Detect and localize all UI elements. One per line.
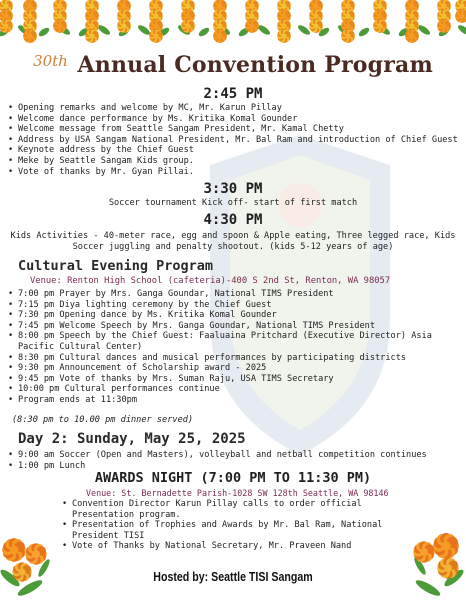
list-item: • 9:30 pm Announcement of Scholarship award - 2025 — [6, 363, 462, 374]
list-item: • 1:00 pm Lunch — [6, 461, 462, 472]
list-item: • 9:45 pm Vote of thanks by Mrs. Suman Raju, USA TIMS Secretary — [6, 374, 462, 385]
list-item: • Address by USA Sangam National President, Mr. Bal Ram and introduction of Chief Guest — [6, 135, 462, 146]
cultural-list — [6, 289, 462, 406]
block3-line2: Soccer juggling and penalty shootout. (kids 5-12 years of age) — [72, 242, 394, 252]
list-item: • Keynote address by the Chief Guest — [6, 145, 462, 156]
list-item: • 7:30 pm Opening dance by Ms. Kritika Komal Gounder — [6, 310, 462, 321]
list-item: • 9:00 am Soccer (Open and Masters), volleyball and netball competition continues — [6, 450, 462, 461]
cultural-venue: Venue: Renton High School (cafeteria)-400 S 2nd St, Renton, WA 98057 — [30, 276, 391, 286]
list-item: • Vote of thanks by Mr. Gyan Pillai. — [6, 167, 462, 178]
list-item: • Vote of Thanks by National Secretary, Mr. Praveen Nand — [60, 541, 390, 552]
page-title — [0, 52, 466, 78]
block3-line1: Kids Activities - 40-meter race, egg and spoon & Apple eating, Three legged race, Kids — [10, 231, 456, 241]
block1-list — [6, 103, 462, 177]
list-item: • Program ends at 11:30pm — [6, 395, 462, 406]
day2-list — [6, 450, 462, 471]
marigold-flowers-right-icon — [398, 522, 466, 602]
marigold-flowers-left-icon — [0, 528, 62, 602]
block2-time: 3:30 PM — [203, 181, 263, 197]
block1-time: 2:45 PM — [203, 86, 263, 102]
list-item: • Convention Director Karun Pillay calls to order official Presentation program. — [60, 499, 390, 520]
cultural-heading: Cultural Evening Program — [18, 258, 214, 274]
dinner-note: (8:30 pm to 10.00 pm dinner served) — [12, 415, 194, 425]
marigold-garland — [0, 0, 466, 50]
list-item: • 10:00 pm Cultural performances continue — [6, 384, 462, 395]
list-item: • Presentation of Trophies and Awards by Mr. Bal Ram, National President TISI — [60, 520, 390, 541]
list-item: • 7:15 pm Diya lighting ceremony by the Chief Guest — [6, 300, 462, 311]
hosted-by-footer: Hosted by: Seattle TISI Sangam — [153, 570, 313, 584]
list-item: • 7:00 pm Prayer by Mrs. Ganga Goundar, National TIMS President — [6, 289, 462, 300]
list-item: • 8:30 pm Cultural dances and musical performances by participating districts — [6, 353, 462, 364]
block2-text: Soccer tournament Kick off- start of first match — [108, 198, 358, 208]
list-item: • Meke by Seattle Sangam Kids group. — [6, 156, 462, 167]
awards-list — [60, 499, 390, 552]
awards-venue: Venue: St. Bernadette Parish-1028 SW 128th Seattle, WA 98146 — [86, 488, 389, 498]
title-text: Annual Convention Program — [77, 52, 433, 78]
list-item: • Welcome dance performance by Ms. Kritika Komal Gounder — [6, 114, 462, 125]
awards-heading: AWARDS NIGHT (7:00 PM TO 11:30 PM) — [94, 470, 372, 486]
day2-heading: Day 2: Sunday, May 25, 2025 — [18, 431, 246, 447]
list-item: • 7:45 pm Welcome Speech by Mrs. Ganga Goundar, National TIMS President — [6, 321, 462, 332]
list-item: • 8:00 pm Speech by the Chief Guest: Faaluaina Pritchard (Executive Director) Asia Pacific Cultural Center) — [6, 331, 462, 352]
list-item: • Welcome message from Seattle Sangam President, Mr. Kamal Chetty — [6, 124, 462, 135]
block3-time: 4:30 PM — [203, 212, 263, 228]
list-item: • Opening remarks and welcome by MC, Mr. Karun Pillay — [6, 103, 462, 114]
title-number: 30th — [33, 52, 68, 70]
